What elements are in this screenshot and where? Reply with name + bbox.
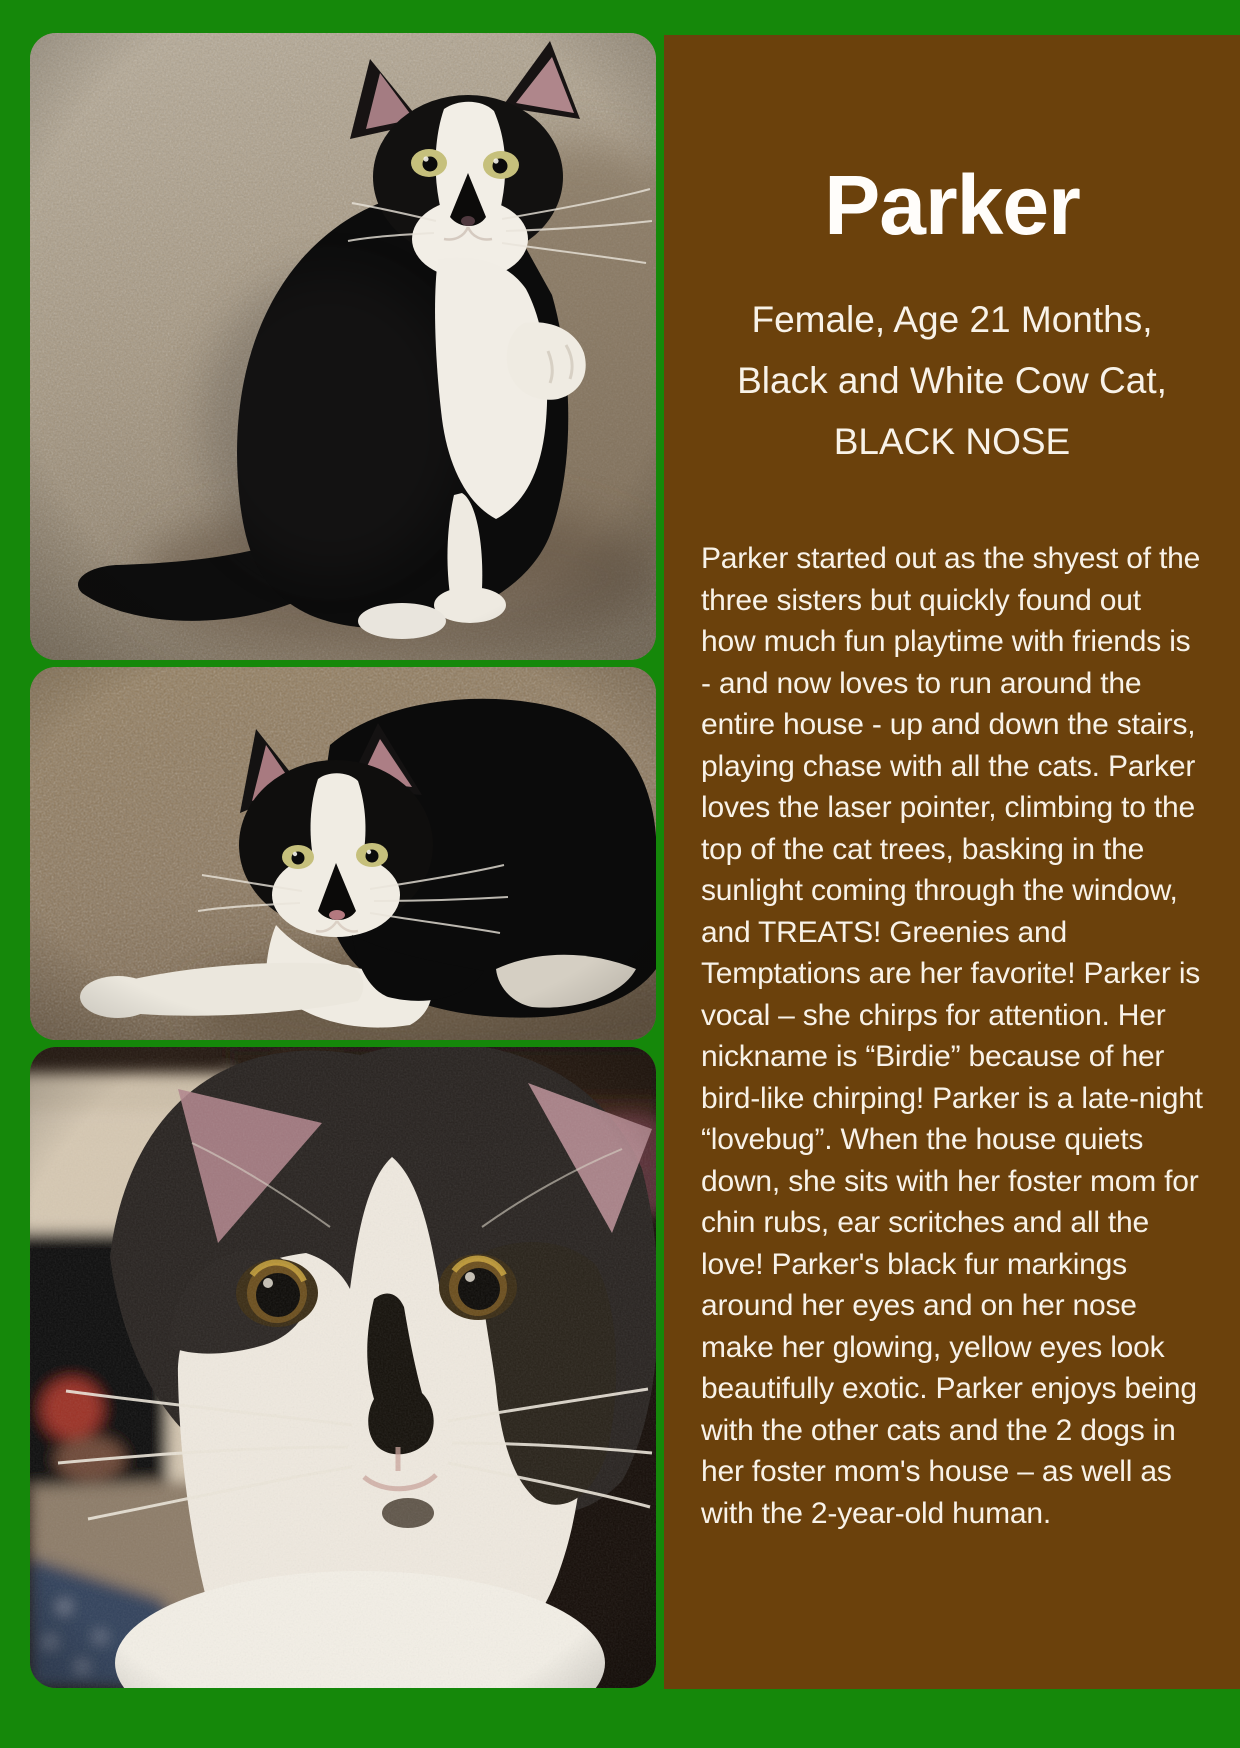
parker-sitting-photo [30, 33, 656, 660]
photo-column [30, 33, 656, 1688]
subtitle-line-nose: BLACK NOSE [833, 421, 1071, 462]
parker-closeup-photo [30, 1047, 656, 1688]
parker-lying-illustration [30, 667, 656, 1040]
parker-sitting-illustration [30, 33, 656, 660]
subtitle-line-coat: Black and White Cow Cat, [737, 360, 1167, 401]
subtitle-line-sex-age: Female, Age 21 Months, [751, 299, 1153, 340]
parker-lying-photo [30, 667, 656, 1040]
cat-name-title: Parker [824, 158, 1080, 252]
info-panel [664, 35, 1240, 1689]
cat-subtitle [664, 289, 1240, 472]
parker-closeup-illustration [30, 1047, 656, 1688]
cat-description: Parker started out as the shyest of the three sisters but quickly found out how much fun playtime with friends is - and now loves to run around the entire house - up and down the stairs, playing chase with all the cats. Parker loves the laser pointer, climbing to the top of the cat trees, basking in the sunlight coming through the window, and TREATS! Greenies and Temptations are her favorite! Parker is vocal – she chirps for attention. Her nickname is “Birdie” because of her bird-like chirping! Parker is a late-night “lovebug”. When the house quiets down, she sits with her foster mom for chin rubs, ear scritches and all the love! Parker's black fur markings around her eyes and on her nose make her glowing, yellow eyes look beautifully exotic. Parker enjoys being with the other cats and the 2 dogs in her foster mom's house – as well as with the 2-year-old human. [701, 542, 1203, 1530]
